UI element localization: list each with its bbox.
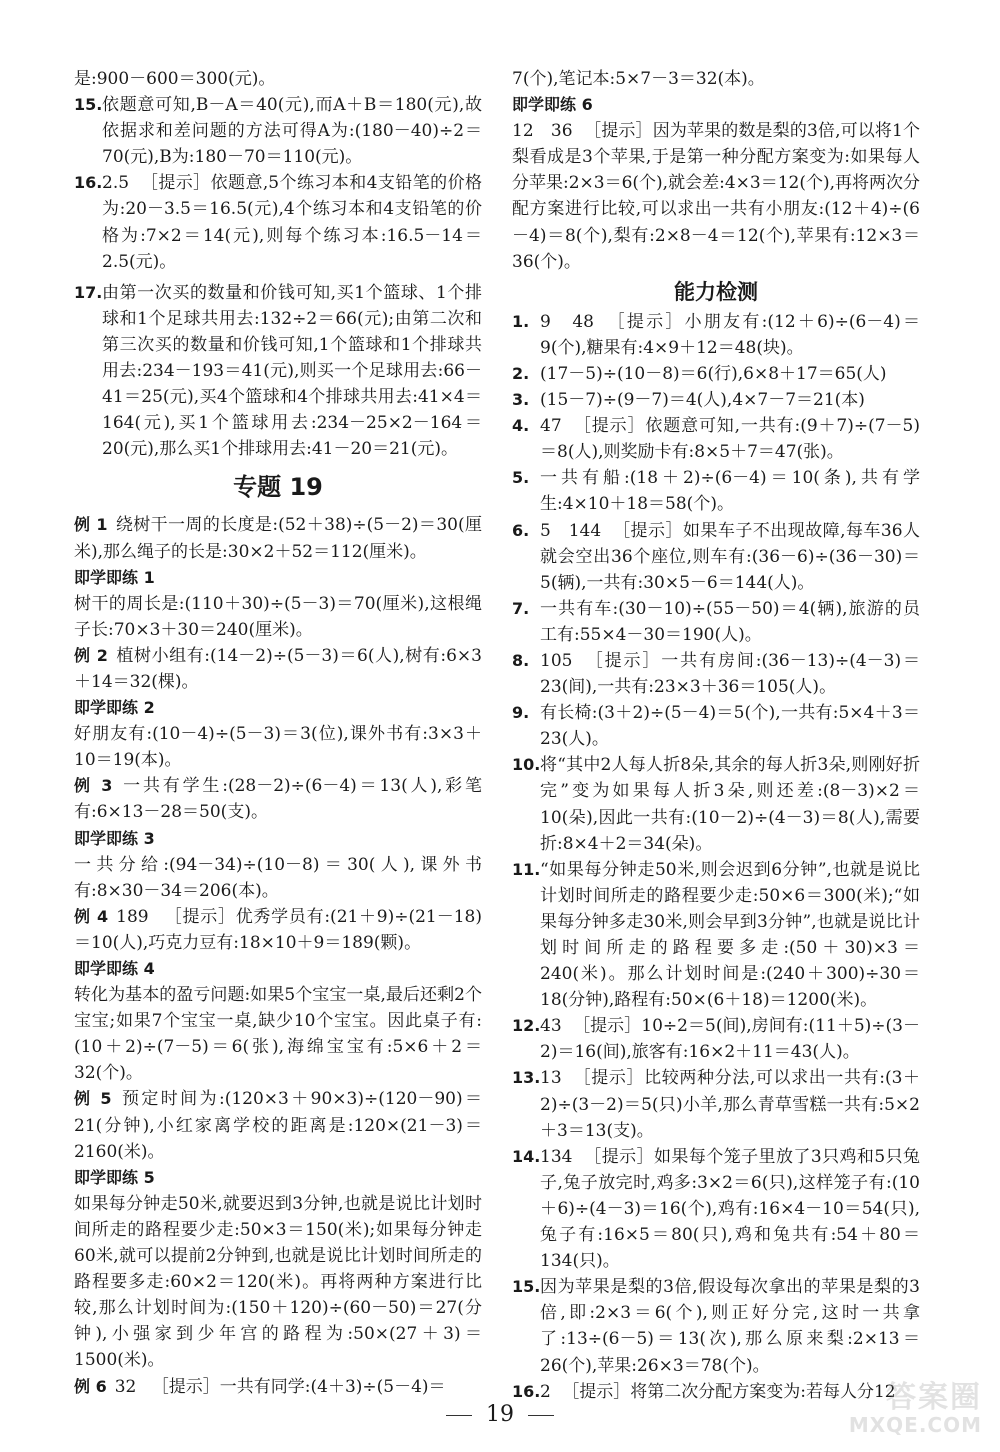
practice-answer: 12 36 <box>512 121 573 142</box>
practice-text: 树干的周长是:(110＋30)÷(5－3)＝70(厘米),这根绳子长:70×3＋30＝240(厘米)。 <box>74 593 482 640</box>
section-title: 能力检测 <box>674 279 758 304</box>
practice-title: 即学即练 2 <box>74 698 155 718</box>
hint-label: ［提示］ <box>140 173 211 194</box>
item-text: 一共有房间:(36－13)÷(4－3)＝23(间),一共有:23×3＋36＝105(人)。 <box>540 650 921 698</box>
example-text: 绕树干一周的长度是:(52＋38)÷(5－2)＝30(厘米),那么绳子的长是:30×2＋52＝112(厘米)。 <box>74 515 482 562</box>
answer-item <box>512 596 920 648</box>
example-label: 例 4 <box>74 906 109 926</box>
example-1 <box>74 512 482 564</box>
answer-item <box>512 752 920 856</box>
section-title: 专题 19 <box>233 473 323 502</box>
hint-label: ［提示］ <box>613 520 683 541</box>
continuation-text: 7(个),笔记本:5×7－3＝32(本)。 <box>512 69 765 89</box>
page-number: 19 <box>486 1402 514 1427</box>
answer-item <box>512 1274 920 1378</box>
example-3 <box>74 773 482 825</box>
item-number: 2. <box>512 363 530 383</box>
practice-title: 即学即练 5 <box>74 1167 155 1187</box>
footer-dash <box>528 1415 554 1416</box>
example-label: 例 6 <box>74 1376 107 1396</box>
watermark-logo <box>832 1382 982 1440</box>
item-answer: 134 <box>540 1146 573 1167</box>
answer-item-16 <box>74 170 482 274</box>
item-answer: 2.5 <box>102 173 130 194</box>
item-answer: 5 144 <box>540 520 602 541</box>
practice-text: 好朋友有:(10－4)÷(5－3)＝3(位),课外书有:3×3＋10＝19(本)。 <box>74 724 482 771</box>
practice-text: 一共分给:(94－34)÷(10－8)＝30(人),课外书有:8×30－34＝206(本)。 <box>74 854 482 901</box>
hint-label: ［提示］ <box>151 1376 220 1397</box>
item-number: 16. <box>512 1381 541 1401</box>
example-2 <box>74 643 482 695</box>
answer-item <box>512 465 920 517</box>
item-number: 15. <box>512 1277 541 1297</box>
answer-item-15 <box>74 92 482 170</box>
hint-label: ［提示］ <box>164 906 236 927</box>
item-answer: 9 48 <box>540 311 594 332</box>
practice-text <box>512 118 920 275</box>
item-number: 3. <box>512 390 530 410</box>
item-text: “如果每分钟走50米,则会迟到6分钟”,也就是说比计划时间所走的路程要少走:50×6＝300(米);“如果每分钟多走30米,则会早到3分钟”,也就是说比计划时间所走的路程要多走:(50＋30)×3＝240(米)。那么计划时间是:(240＋300)÷30＝18(分钟),路程有:50×(6＋18)＝1200(米)。 <box>540 859 920 1011</box>
example-label: 例 3 <box>74 776 113 796</box>
example-label: 例 1 <box>74 515 108 535</box>
practice-title: 即学即练 1 <box>74 567 155 587</box>
item-number: 9. <box>512 703 530 723</box>
answer-item <box>512 857 920 1014</box>
item-answer: 105 <box>540 650 573 671</box>
example-text: 一共有学生:(28－2)÷(6－4)＝13(人),彩笔有:6×13－28＝50(支)。 <box>74 776 482 823</box>
item-text: 10÷2＝5(间),房间有:(11＋5)÷(3－2)＝16(间),旅客有:16×2＋11＝43(人)。 <box>540 1016 921 1063</box>
example-label: 例 2 <box>74 645 108 665</box>
item-text: 因为苹果是梨的3倍,假设每次拿出的苹果是梨的3倍,即:2×3＝6(个),则正好分完,这时一共拿了:13÷(6－5)＝13(次),那么原来梨:2×13＝26(个),苹果:26×3＝78(个)。 <box>540 1277 920 1376</box>
item-text: 由第一次买的数量和价钱可知,买1个篮球、1个排球和1个足球共用去:132÷2＝66(元);由第二次和第三次买的数量和价钱可知,1个篮球和1个排球共用去:234－193＝41(元),则买一个足球用去:66－41＝25(元),买4个篮球和4个排球共用去:41×4＝164(元),买1个篮球用去:234－25×2－164＝20(元),那么买1个排球用去:41－20＝21(元)。 <box>102 282 482 460</box>
item-text: 将第二次分配方案变为:若每人分12 <box>630 1381 896 1402</box>
item-text: (17－5)÷(10－8)＝6(行),6×8＋17＝65(人) <box>540 363 887 384</box>
practice-title: 即学即练 4 <box>74 959 155 978</box>
answer-item <box>512 700 920 752</box>
item-text: 如果每个笼子里放了3只鸡和5只兔子,兔子放完时,鸡多:3×2＝6(只),这样笼子有:(10＋6)÷(4－3)＝16(个),鸡有:16×4－10＝54(只),兔子有:16×5＝80(只),鸡和兔共有:54＋80＝134(只)。 <box>540 1146 921 1272</box>
item-answer: 43 <box>540 1016 562 1037</box>
item-number: 10. <box>512 755 541 775</box>
item-number: 8. <box>512 650 530 670</box>
item-number: 7. <box>512 598 530 618</box>
footer-dash <box>446 1415 472 1416</box>
item-text: 依题意,5个练习本和4支铅笔的价格为:20－3.5＝16.5(元),4个练习本和4支铅笔的价格为:7×2＝14(元),则每个练习本:16.5－14＝2.5(元)。 <box>102 173 483 272</box>
example-text: 优秀学员有:(21＋9)÷(21－18)＝10(人),巧克力豆有:18×10＋9＝189(颗)。 <box>74 906 483 953</box>
item-answer: 13 <box>540 1068 562 1089</box>
hint-label: ［提示］ <box>573 416 646 437</box>
item-text: 小朋友有:(12＋6)÷(6－4)＝9(个),糖果有:4×9＋12＝48(块)。 <box>540 311 921 358</box>
practice-body: 因为苹果的数是梨的3倍,可以将1个梨看成是3个苹果,于是第一种分配方案变为:如果每人分苹果:2×3＝6(个),就会差:4×3＝12(个),再将两次分配方案进行比较,可以求出一共有小朋友:(12＋4)÷(6－4)＝8(个),梨有:2×8－4＝12(个),苹果有:12×3＝36(个)。 <box>512 121 921 272</box>
practice-text: 转化为基本的盈亏问题:如果5个宝宝一桌,最后还剩2个宝宝;如果7个宝宝一桌,缺少10个宝宝。因此桌子有:(10＋2)÷(7－5)＝6(张),海绵宝宝有:5×6＋2＝32(个)。 <box>74 985 482 1084</box>
answer-list <box>512 309 920 1405</box>
item-text: 依题意可知,B－A＝40(元),而A＋B＝180(元),故依据求和差问题的方法可得A为:(180－40)÷2＝70(元),B为:180－70＝110(元)。 <box>102 95 482 168</box>
hint-label: ［提示］ <box>584 1146 654 1167</box>
item-answer: 47 <box>540 416 562 437</box>
example-label: 例 5 <box>74 1089 112 1109</box>
answer-item <box>512 1013 920 1065</box>
answer-item-17 <box>74 280 482 463</box>
item-text: 依题意可知,一共有:(9＋7)÷(7－5)＝8(人),则奖励卡有:8×5＋7＝47(张)。 <box>540 416 921 463</box>
practice-title: 即学即练 3 <box>74 828 155 848</box>
hint-label: ［提示］ <box>562 1381 631 1402</box>
item-answer: 2 <box>540 1381 551 1402</box>
answer-item <box>512 387 920 413</box>
hint-label: ［提示］ <box>584 121 653 142</box>
item-text: 比较两种分法,可以求出一共有:(3＋2)÷(3－2)＝5(只)小羊,那么青草雪糕一共有:5×2＋3＝13(支)。 <box>540 1068 921 1141</box>
item-number: 15. <box>74 95 103 115</box>
item-text: (15－7)÷(9－7)＝4(人),4×7－7＝21(本) <box>540 390 865 411</box>
continuation-text: 是:900－600＝300(元)。 <box>74 69 276 89</box>
left-column <box>74 66 482 1400</box>
example-text: 预定时间为:(120×3＋90×3)÷(120－90)＝21(分钟),小红家离学校的距离是:120×(21－3)＝2160(米)。 <box>74 1089 482 1162</box>
item-number: 1. <box>512 311 530 331</box>
answer-item <box>512 1144 920 1274</box>
example-text: 一共有同学:(4＋3)÷(5－4)＝ <box>219 1376 446 1397</box>
answer-item <box>512 648 920 700</box>
practice-title: 即学即练 6 <box>512 95 593 115</box>
hint-label: ［提示］ <box>573 1068 645 1089</box>
item-text: 一共有车:(30－10)÷(55－50)＝4(辆),旅游的员工有:55×4－30＝190(人)。 <box>540 598 920 645</box>
hint-label: ［提示］ <box>607 311 685 332</box>
practice-text: 如果每分钟走50米,就要迟到3分钟,也就是说比计划时间所走的路程要少走:50×3＝150(米);如果每分钟走60米,就可以提前2分钟到,也就是说比计划时间所走的路程要多走:60×2＝120(米)。再将两种方案进行比较,那么计划时间为:(150＋120)÷(60－50)＝27(分钟),小强家到少年宫的路程为:50×(27＋3)＝1500(米)。 <box>74 1193 482 1371</box>
example-4 <box>74 904 482 956</box>
item-number: 14. <box>512 1146 541 1166</box>
answer-item <box>512 518 920 596</box>
item-number: 5. <box>512 468 530 488</box>
example-6 <box>74 1374 482 1400</box>
item-number: 12. <box>512 1016 541 1036</box>
item-number: 4. <box>512 416 530 436</box>
example-5 <box>74 1086 482 1164</box>
item-number: 13. <box>512 1068 541 1088</box>
watermark-bottom-text: MXQE.COM <box>848 1413 982 1437</box>
answer-item <box>512 1065 920 1143</box>
item-text: 如果车子不出现故障,每车36人就会空出36个座位,则车有:(36－6)÷(36－30)＝5(辆),一共有:30×5－6＝144(人)。 <box>540 520 921 593</box>
answer-item <box>512 361 920 387</box>
item-text: 将“其中2人每人折8朵,其余的每人折3朵,则刚好折完”变为如果每人折3朵,则还差:(8－3)×2＝10(朵),因此一共有:(10－2)÷(4－3)＝8(人),需要折:8×4＋2＝34(朵)。 <box>540 755 920 854</box>
watermark-top-text: 答案圈 <box>886 1380 982 1415</box>
right-column <box>512 66 920 1405</box>
item-number: 17. <box>74 282 103 302</box>
example-answer: 32 <box>114 1376 137 1397</box>
example-answer: 189 <box>116 906 149 927</box>
item-number: 6. <box>512 520 530 540</box>
item-text: 一共有船:(18＋2)÷(6－4)＝10(条),共有学生:4×10＋18＝58(个)。 <box>540 468 920 515</box>
hint-label: ［提示］ <box>573 1016 642 1037</box>
hint-label: ［提示］ <box>585 650 662 671</box>
example-text: 植树小组有:(14－2)÷(5－3)＝6(人),树有:6×3＋14＝32(棵)。 <box>74 645 482 692</box>
item-text: 有长椅:(3＋2)÷(5－4)＝5(个),一共有:5×4＋3＝23(人)。 <box>540 703 920 750</box>
answer-item <box>512 413 920 465</box>
item-number: 11. <box>512 859 541 879</box>
item-number: 16. <box>74 173 103 193</box>
answer-item <box>512 309 920 361</box>
